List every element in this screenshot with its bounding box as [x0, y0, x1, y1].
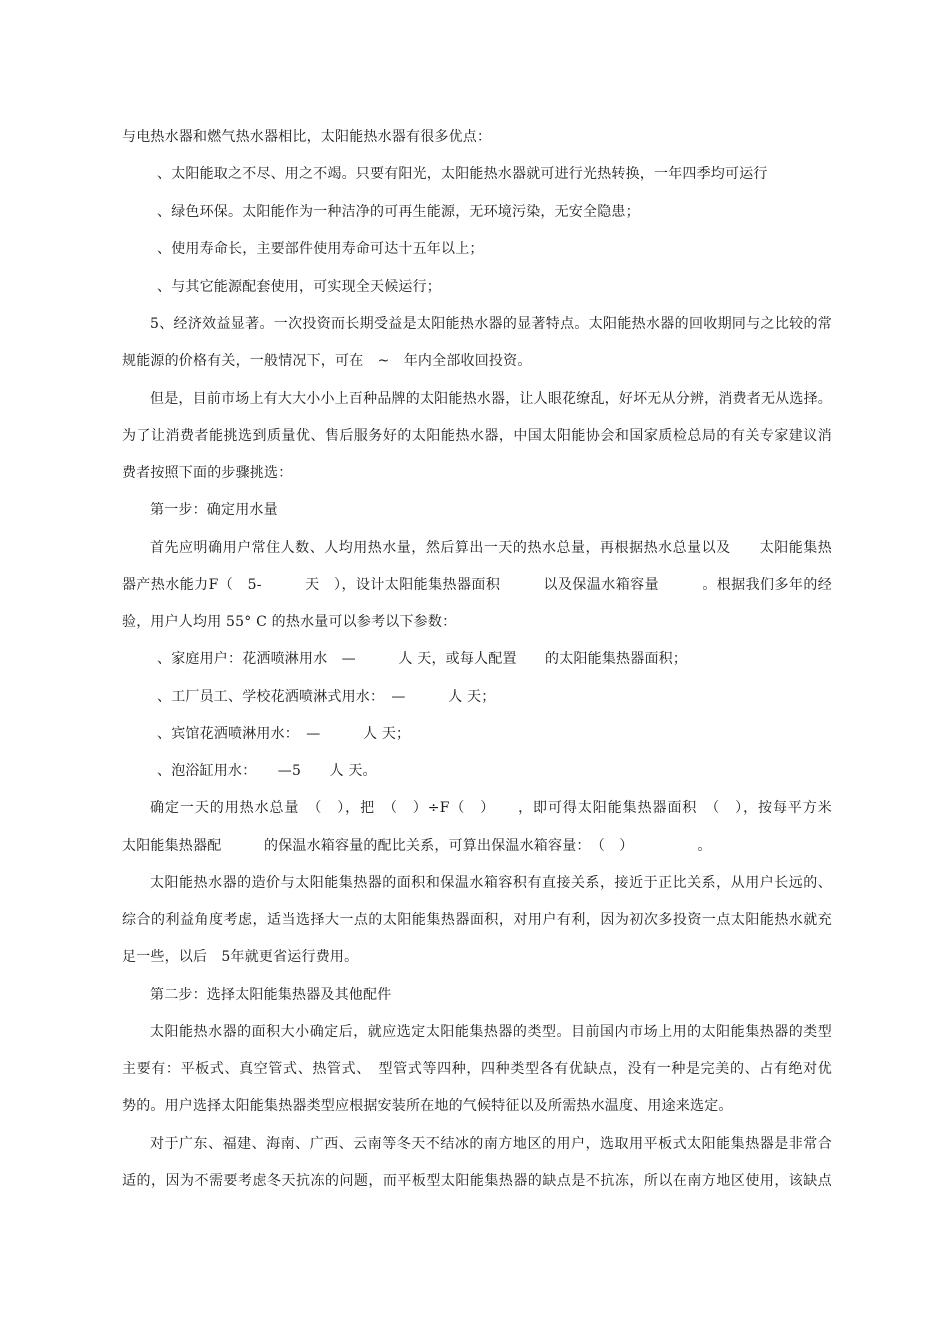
parameter-item: 、宾馆花洒喷淋用水： — 人 天； [157, 726, 411, 742]
paragraph-line: 综合的利益角度考虑，适当选择大一点的太阳能集热器面积，对用户有利，因为初次多投资一点太阳能热水就充 [122, 912, 832, 928]
advantage-item-4: 、与其它能源配套使用，可实现全天候运行； [157, 279, 441, 295]
paragraph-line: 但是，目前市场上有大大小小上百种品牌的太阳能热水器，让人眼花缭乱，好坏无从分辨，消费者无从选择。 [150, 391, 832, 407]
paragraph-line: 费者按照下面的步骤挑选： [122, 465, 293, 481]
advantage-item-3: 、使用寿命长，主要部件使用寿命可达十五年以上； [157, 241, 484, 257]
paragraph-line: 势的。用户选择太阳能集热器类型应根据安装所在地的气候特征以及所需热水温度、用途来选定。 [122, 1098, 733, 1114]
parameter-item: 、家庭用户：花洒喷淋用水 — 人 天，或每人配置 的太阳能集热器面积； [157, 651, 688, 667]
step-two-heading: 第二步：选择太阳能集热器及其他配件 [150, 987, 392, 1003]
paragraph-line: 太阳能热水器的造价与太阳能集热器的面积和保温水箱容积有直接关系，接近于正比关系，从用户长远的、 [150, 875, 832, 891]
advantage-item-5: 5、经济效益显著。一次投资而长期受益是太阳能热水器的显著特点。太阳能热水器的回收期同与之比较的常 [150, 316, 832, 332]
paragraph-line: 确定一天的用热水总量 （ ），把 （ ）÷F（ ） ，即可得太阳能集热器面积 （ ），按每平方米 [150, 800, 832, 816]
paragraph-line: 为了让消费者能挑选到质量优、售后服务好的太阳能热水器，中国太阳能协会和国家质检总局的有关专家建议消 [122, 428, 832, 444]
paragraph-line: 对于广东、福建、海南、广西、云南等冬天不结冰的南方地区的用户，选取用平板式太阳能集热器是非常合 [150, 1136, 832, 1152]
paragraph-line: 足一些，以后 5年就更省运行费用。 [122, 949, 359, 965]
advantage-item-1: 、太阳能取之不尽、用之不竭。只要有阳光，太阳能热水器就可进行光热转换，一年四季均可运行 [157, 166, 768, 182]
step-one-heading: 第一步：确定用水量 [150, 502, 278, 518]
parameter-item: 、工厂员工、学校花洒喷淋式用水： — 人 天； [157, 689, 496, 705]
paragraph-line: 验，用户人均用 55° C 的热水量可以参考以下参数： [122, 614, 457, 630]
paragraph-line: 太阳能集热器配 的保温水箱容量的配比关系，可算出保温水箱容量： （ ） 。 [122, 838, 712, 854]
intro-line: 与电热水器和燃气热水器相比，太阳能热水器有很多优点： [122, 129, 492, 145]
paragraph-line: 太阳能热水器的面积大小确定后，就应选定太阳能集热器的类型。目前国内市场上用的太阳能集热器的类型 [150, 1024, 832, 1040]
advantage-item-5-cont: 规能源的价格有关，一般情况下，可在 ~ 年内全部收回投资。 [122, 353, 532, 369]
paragraph-line: 首先应明确用户常住人数、人均用热水量，然后算出一天的热水总量，再根据热水总量以及 太阳能集热 [150, 540, 832, 556]
advantage-item-2: 、绿色环保。太阳能作为一种洁净的可再生能源，无环境污染，无安全隐患； [157, 204, 640, 220]
paragraph-line: 主要有：平板式、真空管式、热管式、 型管式等四种，四种类型各有优缺点，没有一种是完美的、占有绝对优 [122, 1061, 832, 1077]
paragraph-line: 器产热水能力F（ 5- 天 ），设计太阳能集热器面积 以及保温水箱容量 。根据我们多年的经 [122, 577, 832, 593]
parameter-item: 、泡浴缸用水： —5 人 天。 [157, 763, 377, 779]
paragraph-line: 适的，因为不需要考虑冬天抗冻的问题，而平板型太阳能集热器的缺点是不抗冻，所以在南方地区使用，该缺点 [122, 1173, 832, 1189]
